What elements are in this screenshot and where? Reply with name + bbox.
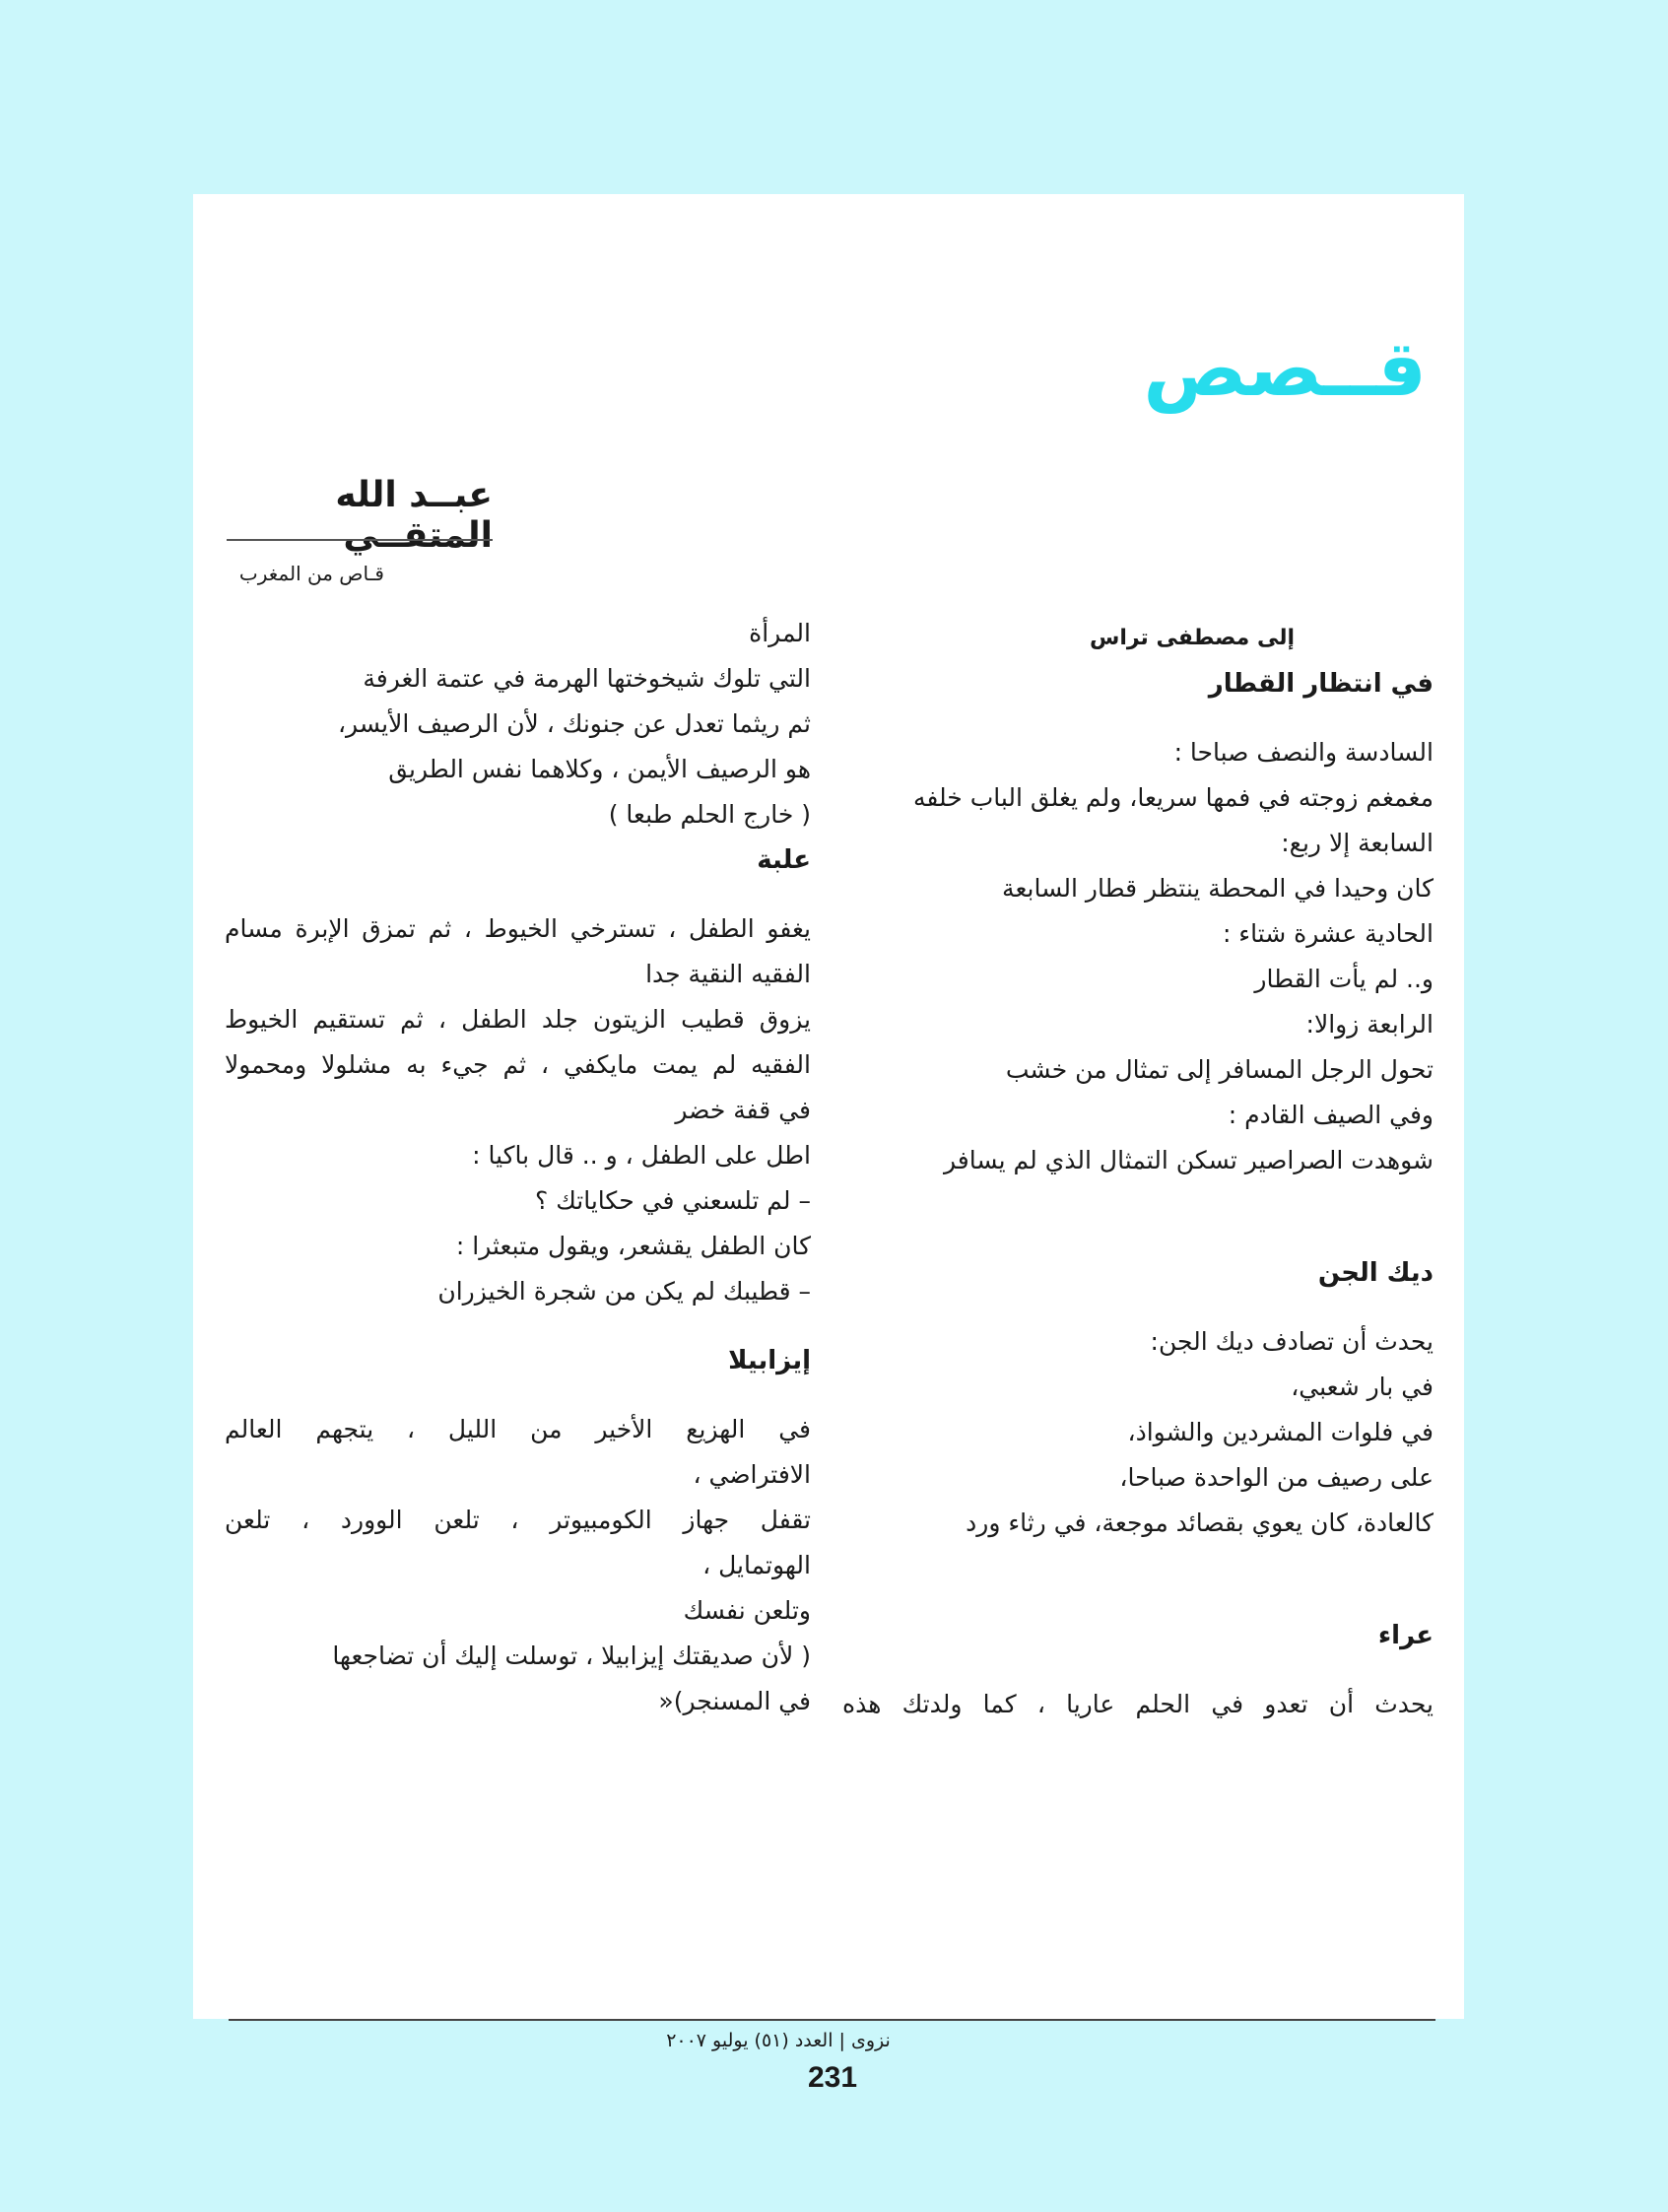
text-line: هو الرصيف الأيمن ، وكلاهما نفس الطريق	[388, 755, 811, 783]
text-line: – قطيبك لم يكن من شجرة الخيزران	[437, 1277, 811, 1306]
footer-divider	[229, 2019, 1435, 2021]
text-line: وفي الصيف القادم :	[1228, 1101, 1434, 1129]
story-title-ulba: علبة	[757, 845, 811, 875]
author-origin: قـاص من المغرب	[238, 562, 384, 585]
story-title-araa: عراء	[1377, 1621, 1434, 1650]
dedication: إلى مصطفى تراس	[1089, 626, 1296, 650]
text-line: الافتراضي ،	[693, 1460, 811, 1489]
text-line: التي تلوك شيخوختها الهرمة في عتمة الغرفة	[363, 664, 811, 693]
text-line: الفقيه النقية جدا	[645, 960, 811, 988]
text-line: الهوتمايل ،	[702, 1551, 811, 1579]
text-line: وتلعن نفسك	[683, 1596, 811, 1625]
story-title-dik-aljin: ديك الجن	[1317, 1258, 1434, 1288]
page-number: 231	[807, 2061, 858, 2094]
text-line: كان وحيدا في المحطة ينتظر قطار السابعة	[1002, 874, 1434, 903]
text-line: و.. لم يأت القطار	[1254, 965, 1434, 993]
text-line: ثم ريثما تعدل عن جنونك ، لأن الرصيف الأيسر،	[337, 709, 811, 738]
text-line: يزوق قطيب الزيتون جلد الطفل ، ثم تستقيم الخيوط	[225, 1005, 811, 1034]
text-line: اطل على الطفل ، و .. قال باكيا :	[472, 1141, 811, 1170]
text-line: يغفو الطفل ، تسترخي الخيوط ، ثم تمزق الإبرة مسام	[225, 914, 811, 943]
text-line: في الهزيع الأخير من الليل ، يتجهم العالم	[225, 1415, 811, 1443]
text-line: في المسنجر)«	[658, 1687, 811, 1715]
text-line: السابعة إلا ربع:	[1281, 829, 1434, 857]
text-line: السادسة والنصف صباحا :	[1173, 738, 1434, 767]
right-column	[842, 616, 1434, 1727]
text-line: ( لأن صديقتك إيزابيلا ، توسلت إليك أن تضاجعها	[332, 1642, 811, 1670]
author-divider	[227, 539, 493, 541]
footer-issue: نزوى | العدد (٥١) يوليو ٢٠٠٧	[666, 2030, 891, 2051]
text-line: – لم تلسعني في حكاياتك ؟	[534, 1186, 811, 1215]
text-line: تقفل جهاز الكومبيوتر ، تلعن الوورد ، تلعن	[225, 1506, 811, 1534]
text-line: المرأة	[749, 619, 811, 647]
text-line: الحادية عشرة شتاء :	[1222, 919, 1434, 948]
left-column	[225, 611, 811, 1724]
story-title-isabella: إيزابيلا	[728, 1346, 811, 1375]
text-line: مغمغم زوجته في فمها سريعا، ولم يغلق الباب خلفه	[912, 783, 1434, 812]
text-line: ( خارج الحلم طبعا )	[608, 800, 811, 829]
text-line: شوهدت الصراصير تسكن التمثال الذي لم يسافر	[943, 1146, 1434, 1174]
text-line: كان الطفل يقشعر، ويقول متبعثرا :	[455, 1232, 811, 1260]
section-title: قــصص	[1143, 325, 1427, 414]
text-line: في فلوات المشردين والشواذ،	[1127, 1418, 1434, 1446]
author-name: عبــد الله المتقــي	[335, 475, 493, 556]
text-line: يحدث أن تصادف ديك الجن:	[1150, 1327, 1434, 1356]
text-line: تحول الرجل المسافر إلى تمثال من خشب	[1005, 1055, 1434, 1084]
text-line: كالعادة، كان يعوي بقصائد موجعة، في رثاء ورد	[966, 1508, 1434, 1537]
story-title-train: في انتظار القطار	[1208, 669, 1434, 699]
text-line: في قفة خضر	[675, 1096, 811, 1124]
text-line: يحدث أن تعدو في الحلم عاريا ، كما ولدتك هذه	[842, 1690, 1434, 1718]
text-line: الرابعة زوالا:	[1305, 1010, 1434, 1039]
text-line: الفقيه لم يمت مايكفي ، ثم جيء به مشلولا ومحمولا	[225, 1050, 811, 1079]
text-line: في بار شعبي،	[1291, 1373, 1434, 1401]
text-line: على رصيف من الواحدة صباحا،	[1119, 1463, 1434, 1492]
